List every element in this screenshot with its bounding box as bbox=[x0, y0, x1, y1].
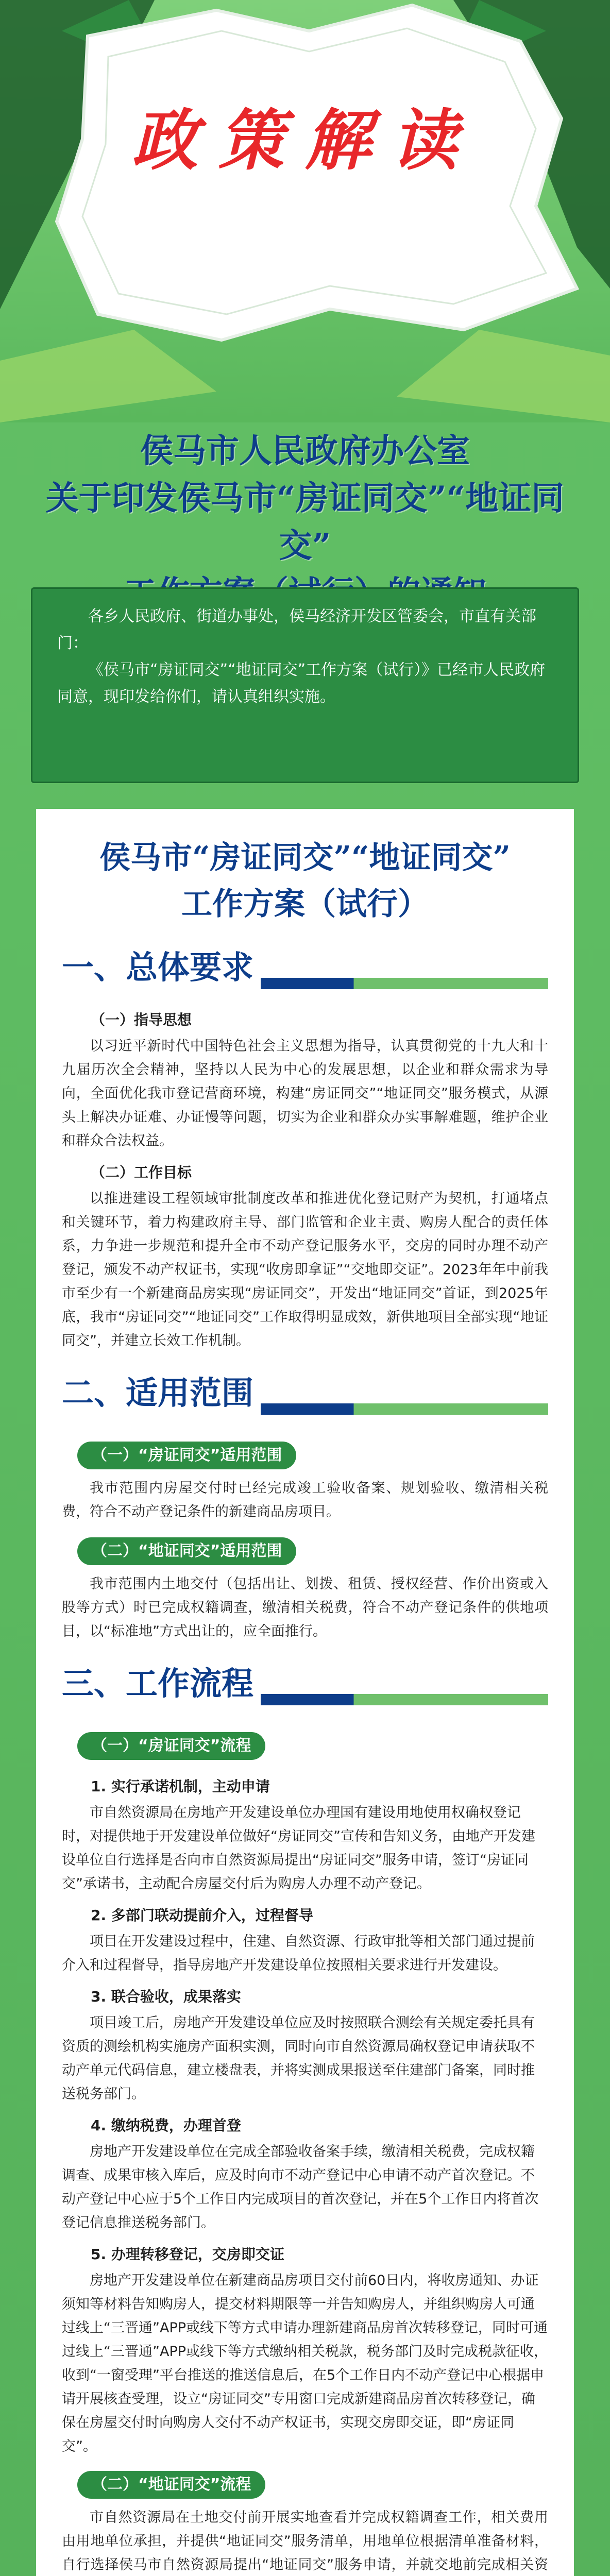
step-text: 房地产开发建设单位在完成全部验收备案手续，缴清相关税费，完成权籍调查、成果审核入库后，应及时向市不动产登记中心申请不动产首次登记。不动产登记中心应于5个工作日内完成项目的首次登记，并在5个工作日内将首次登记信息推送税务部门。 bbox=[62, 2144, 539, 2231]
paragraph: 我市范围内房屋交付时已经完成竣工验收备案、规划验收、缴清相关税费，符合不动产登记条件的新建商品房项目。 bbox=[62, 1480, 548, 1520]
step-title: 2. 多部门联动提前介入，过程督导 bbox=[91, 1907, 313, 1924]
banner-headline: 政策解读 bbox=[131, 102, 478, 179]
house-steps bbox=[62, 1774, 548, 2459]
greeting-box bbox=[31, 587, 579, 783]
pill-heading: （二）“地证同交”适用范围 bbox=[77, 1537, 296, 1565]
paragraph: 我市范围内土地交付（包括出让、划拨、租赁、授权经营、作价出资或入股等方式）时已完成权籍调查，缴清相关税费，符合不动产登记条件的供地项目，以“标准地”方式出让的，应全面推行。 bbox=[62, 1576, 548, 1639]
notice-title-line2: 关于印发侯马市“房证同交”“地证同交” bbox=[45, 479, 565, 565]
pill-heading: （一）“房证同交”流程 bbox=[77, 1732, 265, 1760]
step-text: 项目竣工后，房地产开发建设单位应及时按照联合测绘有关规定委托具有资质的测绘机构实施房产面积实测，同时向市自然资源局确权登记申请获取不动产单元代码信息，建立楼盘表，并将实测成果报送至住建部门备案，同时推送税务部门。 bbox=[62, 2015, 535, 2102]
sub-heading: （二）工作目标 bbox=[91, 1164, 192, 1181]
step-text: 市自然资源局在房地产开发建设单位办理国有建设用地使用权确权登记时，对提供地于开发建设单位做好“房证同交”宣传和告知义务，由地产开发建设单位自行选择是否向市自然资源局提出“房证同交”服务申请，签订“房证同交”承诺书，主动配合房屋交付后为购房人办理不动产登记。 bbox=[62, 1805, 535, 1892]
plan-title bbox=[62, 835, 548, 927]
section-title-general: 一、总体要求 bbox=[62, 946, 261, 989]
step-title: 3. 联合验收，成果落实 bbox=[91, 1988, 241, 2005]
greeting-line2: 《侯马市“房证同交”“地证同交”工作方案（试行）》已经市人民政府同意，现印发给你们，请认真组织实施。 bbox=[57, 661, 546, 706]
step-title: 5. 办理转移登记，交房即交证 bbox=[91, 2246, 284, 2263]
sub-heading: （一）指导思想 bbox=[91, 1011, 192, 1028]
section-header-process bbox=[62, 1662, 548, 1708]
plan-title-line2: 工作方案（试行） bbox=[181, 886, 429, 922]
section-title-process: 三、工作流程 bbox=[62, 1662, 261, 1705]
step-text: 项目在开发建设过程中，住建、自然资源、行政审批等相关部门通过提前介入和过程督导，指导房地产开发建设单位按照相关要求进行开发建设。 bbox=[62, 1934, 535, 1973]
section-title-scope: 二、适用范围 bbox=[62, 1371, 261, 1415]
paragraph: 以推进建设工程领域审批制度改革和推进优化登记财产为契机，打通堵点和关键环节，着力构建政府主导、部门监管和企业主责、购房人配合的责任体系，力争进一步规范和提升全市不动产登记服务水平，交房的同时办理不动产登记，颁发不动产权证书，实现“收房即拿证”“交地即交证”。2023年年中前我市至少有一个新建商品房实现“房证同交”，开发出“地证同交”首证，到2025年底，我市“房证同交”“地证同交”工作取得明显成效，新供地项目全部实现“地证同交”，并建立长效工作机制。 bbox=[62, 1191, 548, 1349]
step-text: 房地产开发建设单位在新建商品房项目交付前60日内，将收房通知、办证须知等材料告知购房人，提交材料期限等一并告知购房人，并组织购房人可通过线上“三晋通”APP或线下等方式申请办理新建商品房首次转移登记，同时可通过线上“三晋通”APP或线下等方式缴纳相关税款，税务部门及时完成税款征收，收到“一窗受理”平台推送的推送信息后，在5个工作日内不动产登记中心根据申请开展核查受理，设立“房证同交”专用窗口完成新建商品房首次转移登记，确保在房屋交付时向购房人交付不动产权证书，实现交房即交证，即“房证同交”。 bbox=[62, 2273, 548, 2454]
paragraph: 以习近平新时代中国特色社会主义思想为指导，认真贯彻党的十九大和十九届历次全会精神，坚持以人民为中心的发展思想，以企业和群众需求为导向，全面优化我市登记营商环境，构建“房证同交”“地证同交”服务模式，从源头上解决办证难、办证慢等问题，切实为企业和群众办实事解难题，维护企业和群众合法权益。 bbox=[62, 1038, 548, 1149]
notice-title-line1: 侯马市人民政府办公室 bbox=[140, 432, 470, 470]
top-banner bbox=[0, 0, 610, 422]
pill-heading: （二）“地证同交”流程 bbox=[77, 2471, 265, 2499]
pill-heading: （一）“房证同交”适用范围 bbox=[77, 1442, 296, 1469]
plan-title-line1: 侯马市“房证同交”“地证同交” bbox=[99, 840, 511, 876]
step-title: 1. 实行承诺机制，主动申请 bbox=[91, 1778, 270, 1795]
section-header-scope bbox=[62, 1371, 548, 1418]
section-header-general bbox=[62, 946, 548, 992]
banner-art bbox=[0, 0, 610, 422]
paragraph: 市自然资源局在土地交付前开展实地查看并完成权籍调查工作，相关费用由用地单位承担，并提供“地证同交”服务清单，用地单位根据清单准备材料，自行选择侯马市自然资源局提出“地证同交”服务申请，并就交地前完成相关资 bbox=[62, 2510, 548, 2573]
step-title: 4. 缴纳税费，办理首登 bbox=[91, 2117, 241, 2134]
greeting-line1: 各乡人民政府、街道办事处，侯马经济开发区管委会，市直有关部门： bbox=[57, 607, 536, 652]
content-panel bbox=[36, 809, 574, 2576]
